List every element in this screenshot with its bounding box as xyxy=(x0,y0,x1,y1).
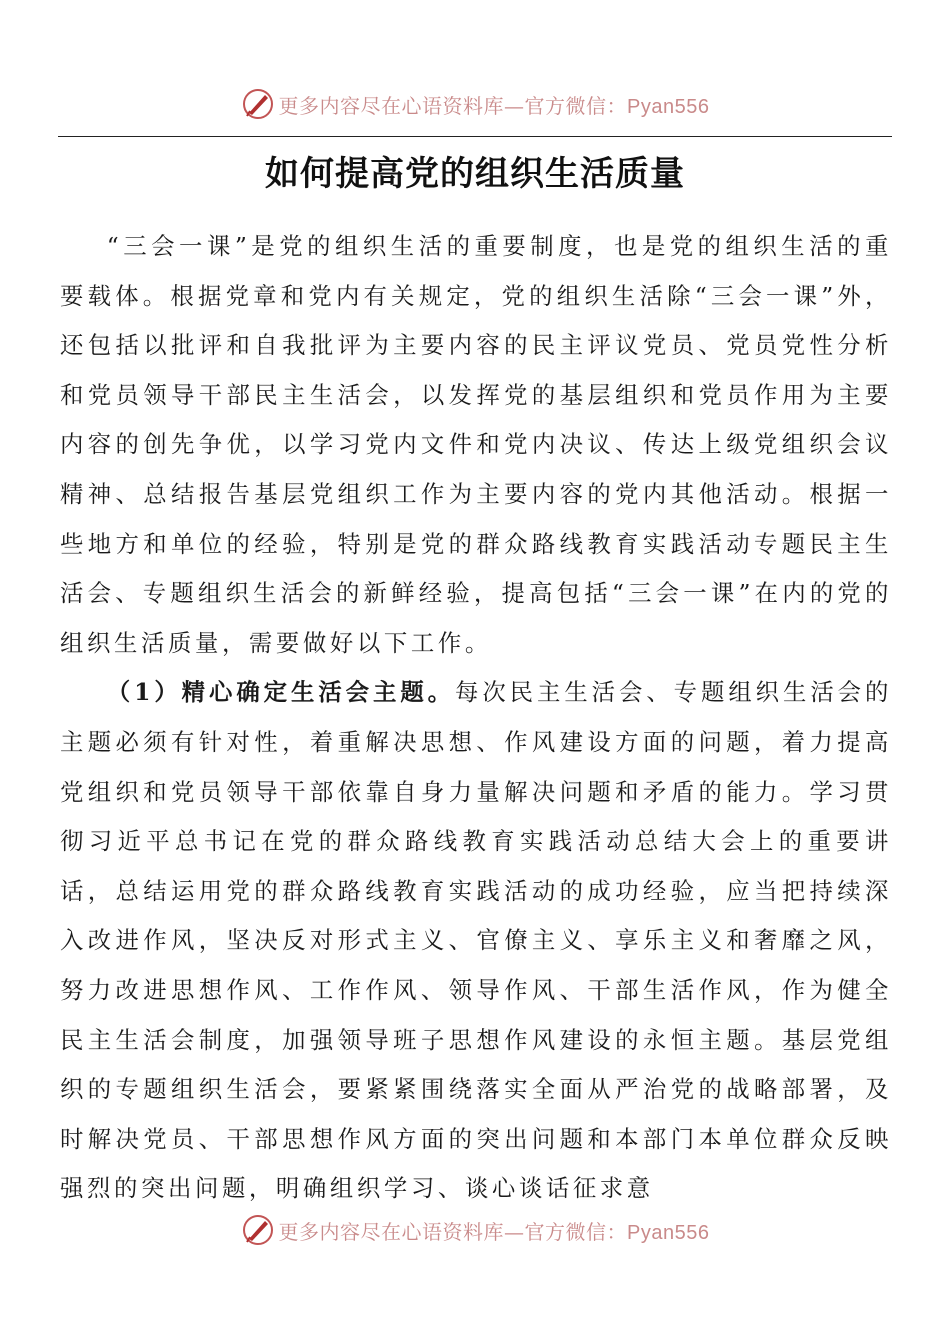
watermark-text: 更多内容尽在心语资料库—官方微信：Pyan556 xyxy=(278,1219,710,1244)
section-heading: （1）精心确定生活会主题。 xyxy=(106,678,456,707)
document-title: 如何提高党的组织生活质量 xyxy=(265,154,685,194)
quill-logo-icon xyxy=(241,87,275,121)
header-watermark xyxy=(0,84,950,124)
quill-logo-icon xyxy=(241,1213,275,1247)
document-body xyxy=(60,222,892,1214)
watermark-text: 更多内容尽在心语资料库—官方微信：Pyan556 xyxy=(278,93,710,118)
header-divider xyxy=(58,136,892,137)
footer-watermark xyxy=(0,1210,950,1250)
section-paragraph xyxy=(60,668,892,1214)
intro-paragraph: “三会一课”是党的组织生活的重要制度，也是党的组织生活的重要载体。根据党章和党内有关规定，党的组织生活除“三会一课”外，还包括以批评和自我批评为主要内容的民主评议党员、党员党性分析和党员领导干部民主生活会，以发挥党的基层组织和党员作用为主要内容的创先争优，以学习党内文件和党内决议、传达上级党组织会议精神、总结报告基层党组织工作为主要内容的党内其他活动。根据一些地方和单位的经验，特别是党的群众路线教育实践活动专题民主生活会、专题组织生活会的新鲜经验，提高包括“三会一课”在内的党的组织生活质量，需要做好以下工作。 xyxy=(60,232,892,657)
section-text: 每次民主生活会、专题组织生活会的主题必须有针对性，着重解决思想、作风建设方面的问题，着力提高党组织和党员领导干部依靠自身力量解决问题和矛盾的能力。学习贯彻习近平总书记在党的群众路线教育实践活动总结大会上的重要讲话，总结运用党的群众路线教育实践活动的成功经验，应当把持续深入改进作风，坚决反对形式主义、官僚主义、享乐主义和奢靡之风，努力改进思想作风、工作作风、领导作风、干部生活作风，作为健全民主生活会制度，加强领导班子思想作风建设的永恒主题。基层党组织的专题组织生活会，要紧紧围绕落实全面从严治党的战略部署，及时解决党员、干部思想作风方面的突出问题和本部门本单位群众反映强烈的突出问题，明确组织学习、谈心谈话征求意 xyxy=(60,678,892,1203)
